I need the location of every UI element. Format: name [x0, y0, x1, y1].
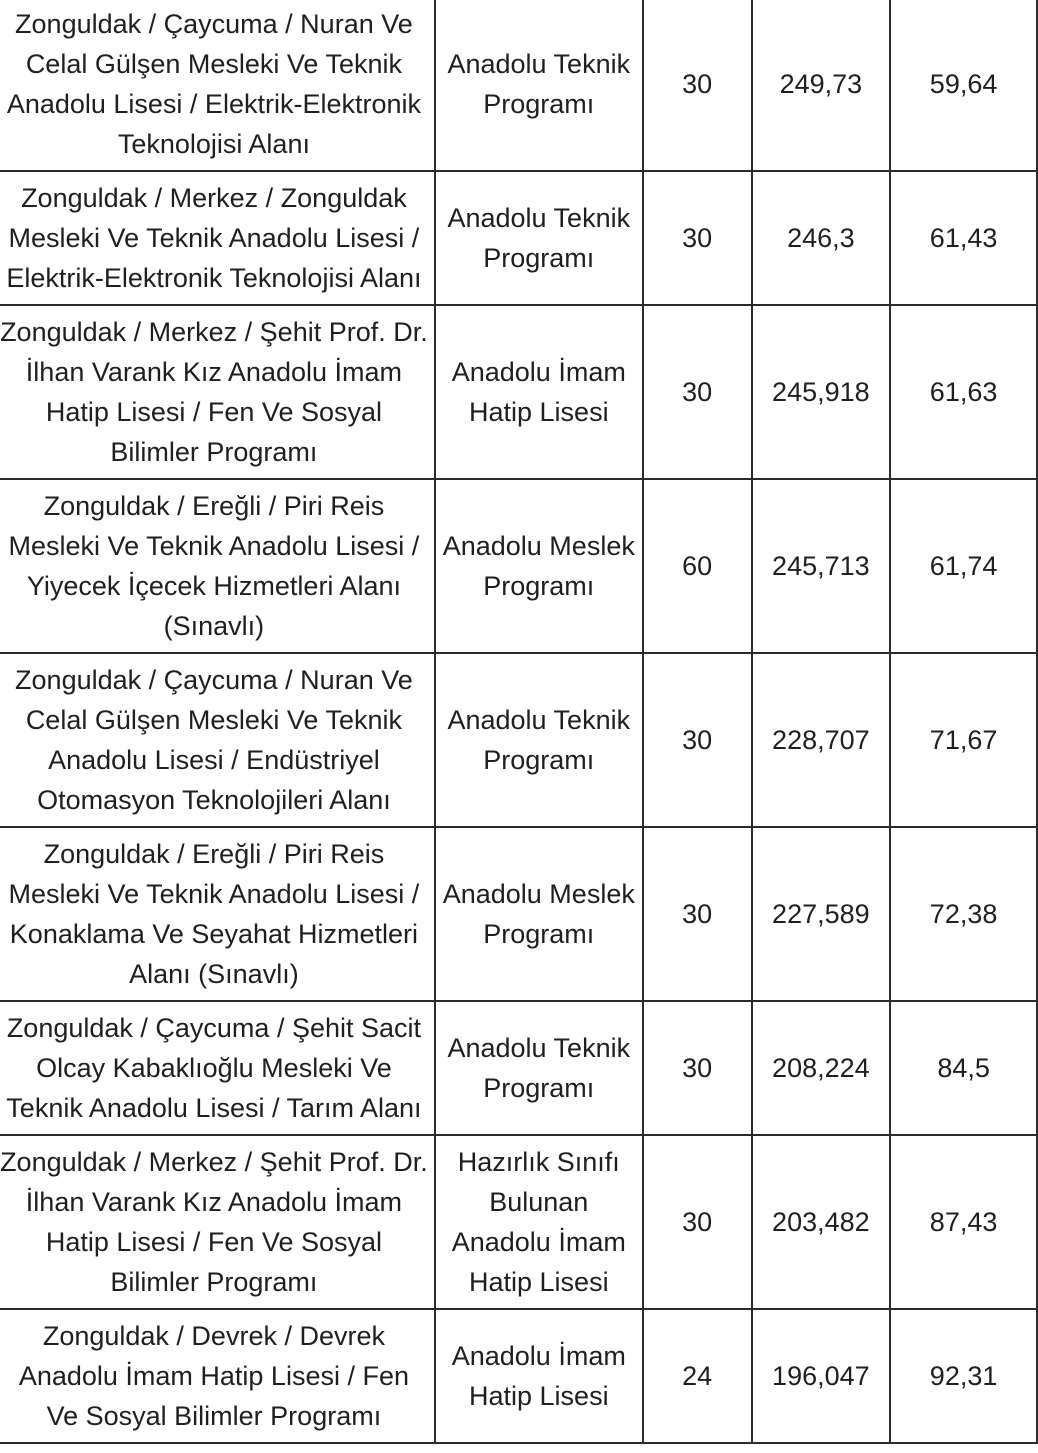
program-type-cell: Hazırlık Sınıfı Bulunan Anadolu İmam Hatip Lisesi: [435, 1135, 643, 1309]
table-row: [0, 1001, 1037, 1135]
quota-cell: 30: [643, 305, 752, 479]
quota-cell: 30: [643, 827, 752, 1001]
table-row: [0, 305, 1037, 479]
quota-cell: 30: [643, 0, 752, 171]
quota-cell: 30: [643, 171, 752, 305]
score-cell: 203,482: [752, 1135, 891, 1309]
school-name-cell: Zonguldak / Merkez / Zonguldak Mesleki Ve Teknik Anadolu Lisesi / Elektrik-Elektronik Teknolojisi Alanı: [0, 171, 435, 305]
school-name-cell: Zonguldak / Merkez / Şehit Prof. Dr. İlhan Varank Kız Anadolu İmam Hatip Lisesi / Fen Ve Sosyal Bilimler Programı: [0, 1135, 435, 1309]
score-cell: 208,224: [752, 1001, 891, 1135]
percentile-cell: 87,43: [890, 1135, 1037, 1309]
percentile-cell: 61,63: [890, 305, 1037, 479]
score-cell: 227,589: [752, 827, 891, 1001]
school-name-cell: Zonguldak / Çaycuma / Nuran Ve Celal Gülşen Mesleki Ve Teknik Anadolu Lisesi / Elektrik-Elektronik Teknolojisi Alanı: [0, 0, 435, 171]
table-row: [0, 827, 1037, 1001]
school-name-cell: Zonguldak / Ereğli / Piri Reis Mesleki Ve Teknik Anadolu Lisesi / Konaklama Ve Seyahat Hizmetleri Alanı (Sınavlı): [0, 827, 435, 1001]
table-row: [0, 479, 1037, 653]
program-type-cell: Anadolu Meslek Programı: [435, 479, 643, 653]
score-cell: 246,3: [752, 171, 891, 305]
score-cell: 249,73: [752, 0, 891, 171]
percentile-cell: 72,38: [890, 827, 1037, 1001]
program-type-cell: Anadolu Teknik Programı: [435, 171, 643, 305]
percentile-cell: 71,67: [890, 653, 1037, 827]
school-name-cell: Zonguldak / Devrek / Devrek Anadolu İmam Hatip Lisesi / Fen Ve Sosyal Bilimler Programı: [0, 1309, 435, 1443]
school-name-cell: Zonguldak / Çaycuma / Şehit Sacit Olcay Kabaklıoğlu Mesleki Ve Teknik Anadolu Lisesi / Tarım Alanı: [0, 1001, 435, 1135]
quota-cell: 30: [643, 653, 752, 827]
score-cell: 196,047: [752, 1309, 891, 1443]
table-row: [0, 1309, 1037, 1443]
percentile-cell: 61,43: [890, 171, 1037, 305]
percentile-cell: 92,31: [890, 1309, 1037, 1443]
program-type-cell: Anadolu Meslek Programı: [435, 827, 643, 1001]
quota-cell: 24: [643, 1309, 752, 1443]
score-cell: 228,707: [752, 653, 891, 827]
table-row: [0, 1135, 1037, 1309]
table-row: [0, 653, 1037, 827]
program-type-cell: Anadolu İmam Hatip Lisesi: [435, 1309, 643, 1443]
table-row: [0, 0, 1037, 171]
program-type-cell: Anadolu İmam Hatip Lisesi: [435, 305, 643, 479]
program-type-cell: Anadolu Teknik Programı: [435, 653, 643, 827]
score-cell: 245,918: [752, 305, 891, 479]
school-name-cell: Zonguldak / Ereğli / Piri Reis Mesleki Ve Teknik Anadolu Lisesi / Yiyecek İçecek Hizmetleri Alanı (Sınavlı): [0, 479, 435, 653]
quota-cell: 30: [643, 1135, 752, 1309]
percentile-cell: 59,64: [890, 0, 1037, 171]
program-type-cell: Anadolu Teknik Programı: [435, 1001, 643, 1135]
school-name-cell: Zonguldak / Çaycuma / Nuran Ve Celal Gülşen Mesleki Ve Teknik Anadolu Lisesi / Endüstriyel Otomasyon Teknolojileri Alanı: [0, 653, 435, 827]
percentile-cell: 84,5: [890, 1001, 1037, 1135]
percentile-cell: 61,74: [890, 479, 1037, 653]
quota-cell: 60: [643, 479, 752, 653]
quota-cell: 30: [643, 1001, 752, 1135]
score-cell: 245,713: [752, 479, 891, 653]
table-row: [0, 171, 1037, 305]
school-name-cell: Zonguldak / Merkez / Şehit Prof. Dr. İlhan Varank Kız Anadolu İmam Hatip Lisesi / Fen Ve Sosyal Bilimler Programı: [0, 305, 435, 479]
program-type-cell: Anadolu Teknik Programı: [435, 0, 643, 171]
